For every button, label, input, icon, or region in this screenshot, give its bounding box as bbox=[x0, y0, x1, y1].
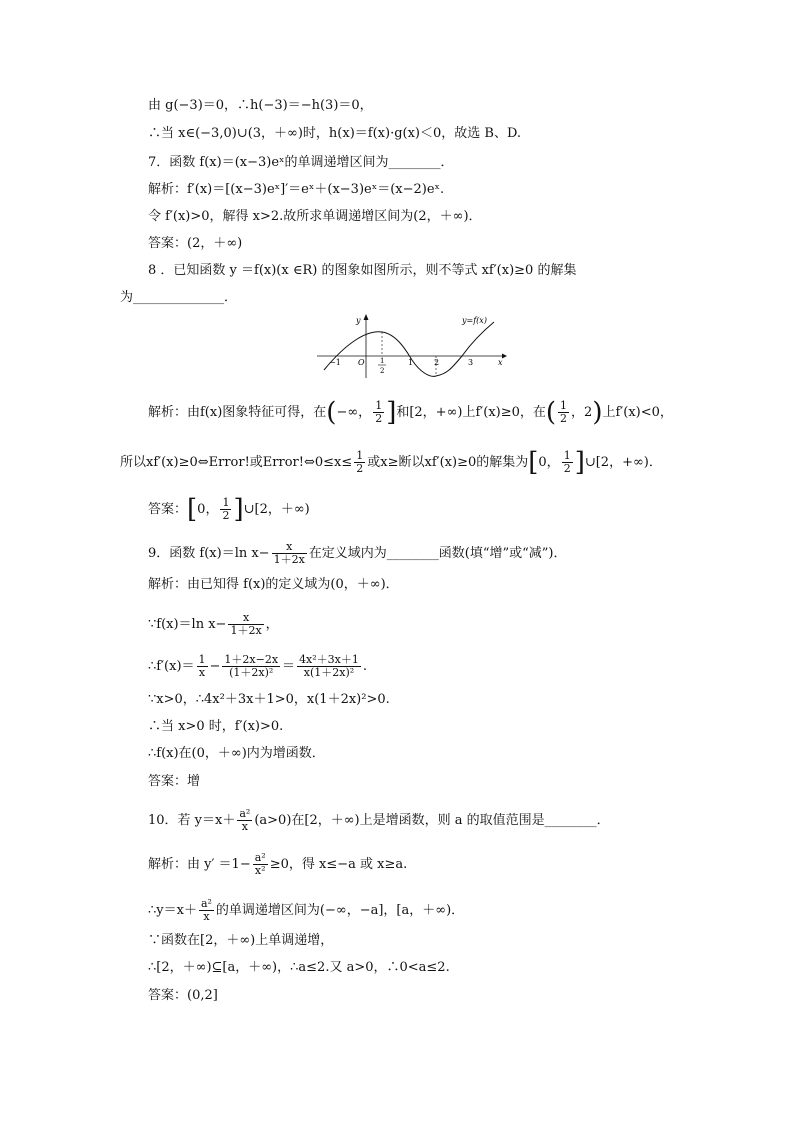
bracket-close: ] bbox=[233, 494, 244, 525]
q8-sol1-text-a: 解析：由f(x)图象特征可得，在 bbox=[148, 405, 327, 420]
fraction-numerator: 1 bbox=[560, 399, 568, 412]
fraction bbox=[222, 654, 280, 679]
q8-sol1-text-e: 上f′(x)<0， bbox=[602, 405, 673, 420]
fraction-numerator: 1＋2x−2x bbox=[224, 653, 279, 666]
fraction-numerator: 1 bbox=[198, 653, 206, 666]
q10-sol1-text-a: 解析：由 y′ ＝1− bbox=[148, 857, 251, 872]
bracket-open: ( bbox=[326, 397, 337, 428]
q9-sol3-text-b: − bbox=[209, 659, 221, 674]
bracket-close: ] bbox=[574, 447, 585, 478]
q9-solution-4: ∵x>0，∴4x²＋3x＋1>0，x(1＋2x)²>0. bbox=[148, 692, 390, 707]
fraction-denominator: 2 bbox=[222, 509, 230, 522]
q9-solution-6: ∴f(x)在(0，＋∞)内为增函数． bbox=[148, 746, 325, 761]
q8-solution-2 bbox=[120, 447, 662, 478]
q8-sol1-text-c: 和[2，+∞)上f′(x)≥0，在 bbox=[396, 405, 546, 420]
fraction-numerator: 1 bbox=[356, 449, 364, 462]
y-axis-arrow bbox=[364, 314, 369, 320]
fraction bbox=[237, 808, 252, 833]
q8-sol1-text-b: −∞， bbox=[336, 405, 372, 420]
fraction-half bbox=[220, 497, 231, 522]
tick-label-minus-1: −1 bbox=[329, 358, 341, 367]
function-graph bbox=[312, 312, 508, 382]
origin-label: O bbox=[358, 358, 365, 367]
tick-label-2: 2 bbox=[434, 358, 440, 367]
fraction bbox=[253, 852, 268, 877]
q9-solution-1: 解析：由已知得 f(x)的定义域为(0，＋∞)． bbox=[148, 577, 399, 592]
fraction bbox=[199, 898, 214, 923]
q9-solution-2 bbox=[148, 612, 279, 637]
q8-ans-text-c: ∪[2，＋∞) bbox=[243, 502, 310, 517]
fraction-denominator: x bbox=[203, 910, 210, 923]
q10-solution-4: ∴[2，＋∞)⊆[a，＋∞)，∴a≤2.又 a>0，∴0<a≤2. bbox=[148, 960, 450, 975]
fraction-denominator: x bbox=[241, 820, 248, 833]
q9-sol3-text-c: ＝ bbox=[282, 659, 296, 674]
fraction-denominator: x² bbox=[254, 864, 266, 877]
fraction-denominator: 2 bbox=[563, 462, 571, 475]
q8-sol2-text-c: 0， bbox=[538, 455, 560, 470]
tick-label-3: 3 bbox=[468, 358, 474, 367]
fraction-denominator: x(1＋2x)² bbox=[303, 666, 355, 679]
q7-answer: 答案：(2，＋∞) bbox=[148, 236, 243, 251]
fraction bbox=[197, 654, 208, 679]
question-9 bbox=[148, 541, 567, 566]
fraction-numerator: a² bbox=[239, 807, 251, 820]
q8-sol1-text-d: ，2 bbox=[571, 405, 593, 420]
q8-solution-1 bbox=[148, 397, 673, 428]
tick-label-half-den: 2 bbox=[380, 367, 385, 375]
q8-sol2-text-b: 或x≥断以xf′(x)≥0的解集为 bbox=[367, 455, 529, 470]
q8-ans-text-b: 0， bbox=[197, 502, 219, 517]
fraction bbox=[272, 541, 307, 566]
q10-answer: 答案：(0,2] bbox=[148, 988, 218, 1003]
q9-solution-3 bbox=[148, 654, 367, 679]
fraction-denominator: 2 bbox=[356, 462, 364, 475]
q10-solution-1 bbox=[148, 852, 407, 877]
fraction-numerator: a² bbox=[200, 897, 212, 910]
fraction-half bbox=[562, 450, 573, 475]
text-line: 由 g(−3)＝0，∴h(−3)＝−h(3)＝0， bbox=[148, 98, 373, 113]
x-axis-arrow bbox=[502, 354, 507, 359]
bracket-open: [ bbox=[187, 494, 198, 525]
question-10 bbox=[148, 808, 610, 833]
fraction bbox=[297, 654, 361, 679]
fraction-denominator: 2 bbox=[375, 412, 383, 425]
fraction-numerator: 1 bbox=[375, 399, 383, 412]
q7-solution-2: 令 f′(x)>0，解得 x>2.故所求单调递增区间为(2，＋∞)． bbox=[148, 209, 482, 224]
fraction-numerator: a² bbox=[254, 851, 266, 864]
curve-label: y=f(x) bbox=[462, 316, 487, 325]
fraction-half bbox=[373, 400, 384, 425]
comma: ， bbox=[265, 617, 279, 632]
fraction-half bbox=[354, 450, 365, 475]
fraction-denominator: 2 bbox=[560, 412, 568, 425]
question-7: 7．函数 f(x)＝(x−3)eˣ的单调递增区间为________． bbox=[148, 155, 454, 170]
fraction-numerator: 1 bbox=[563, 449, 571, 462]
q10-text-a: 10．若 y＝x＋ bbox=[148, 813, 236, 828]
tick-label-1: 1 bbox=[408, 358, 414, 367]
q10-sol2-text-a: ∴y＝x＋ bbox=[148, 903, 197, 918]
q8-ans-label: 答案： bbox=[148, 502, 188, 517]
question-8-line-2: 为______________． bbox=[120, 290, 238, 305]
fraction-numerator: x bbox=[228, 612, 263, 625]
q9-sol2-text: ∵f(x)＝ln x− bbox=[148, 617, 227, 632]
tick-label-half-num: 1 bbox=[380, 357, 385, 365]
fraction-half bbox=[558, 400, 569, 425]
q8-sol2-text-d: ∪[2，+∞)． bbox=[584, 455, 662, 470]
q10-sol2-text-b: 的单调递增区间为(−∞，−a]，[a，＋∞)． bbox=[215, 903, 465, 918]
x-axis-label: x bbox=[498, 358, 503, 367]
q8-sol2-text-a: 所以xf′(x)≥0⇔Error!或Error!⇔0≤x≤ bbox=[120, 455, 353, 470]
bracket-open: [ bbox=[528, 447, 539, 478]
q8-answer bbox=[148, 494, 310, 525]
fraction-denominator: (1＋2x)² bbox=[229, 666, 274, 679]
q9-text-a: 9．函数 f(x)＝ln x− bbox=[148, 546, 270, 561]
fraction-numerator: x bbox=[272, 541, 307, 554]
period: . bbox=[362, 659, 368, 674]
q9-answer: 答案：增 bbox=[148, 774, 201, 789]
function-curve bbox=[324, 322, 494, 376]
fraction-numerator: 1 bbox=[222, 496, 230, 509]
q9-text-b: 在定义域内为________函数(填“增”或“减”)． bbox=[308, 546, 567, 561]
q9-sol3-text-a: ∴f′(x)＝ bbox=[148, 659, 195, 674]
fraction-denominator: 1＋2x bbox=[273, 553, 305, 566]
question-8-line-1: 8 ．已知函数 y ＝f(x)(x ∈R) 的图象如图所示，则不等式 xf′(x)≥0 的解集 bbox=[148, 263, 577, 278]
bracket-close: ] bbox=[386, 397, 397, 428]
fraction-denominator: x bbox=[198, 666, 206, 679]
q9-solution-5: ∴当 x>0 时，f′(x)>0. bbox=[148, 719, 284, 734]
text-line: ∴当 x∈(−3,0)∪(3，＋∞)时，h(x)＝f(x)·g(x)＜0，故选 B、D. bbox=[148, 126, 522, 141]
q10-text-b: (a>0)在[2，＋∞)上是增函数，则 a 的取值范围是________． bbox=[254, 813, 610, 828]
y-axis-label: y bbox=[356, 316, 361, 325]
bracket-open: ( bbox=[545, 397, 557, 428]
q10-solution-2 bbox=[148, 898, 464, 923]
fraction bbox=[228, 612, 263, 637]
q10-sol1-text-b: ≥0，得 x≤−a 或 x≥a. bbox=[269, 857, 408, 872]
q10-solution-3: ∵函数在[2，＋∞)上单调递增， bbox=[148, 933, 334, 948]
fraction-numerator: 4x²＋3x＋1 bbox=[299, 653, 359, 666]
q7-solution-1: 解析：f′(x)＝[(x−3)eˣ]′＝eˣ＋(x−3)eˣ＝(x−2)eˣ. bbox=[148, 182, 445, 197]
bracket-close: ) bbox=[592, 397, 603, 428]
fraction-denominator: 1＋2x bbox=[230, 624, 262, 637]
